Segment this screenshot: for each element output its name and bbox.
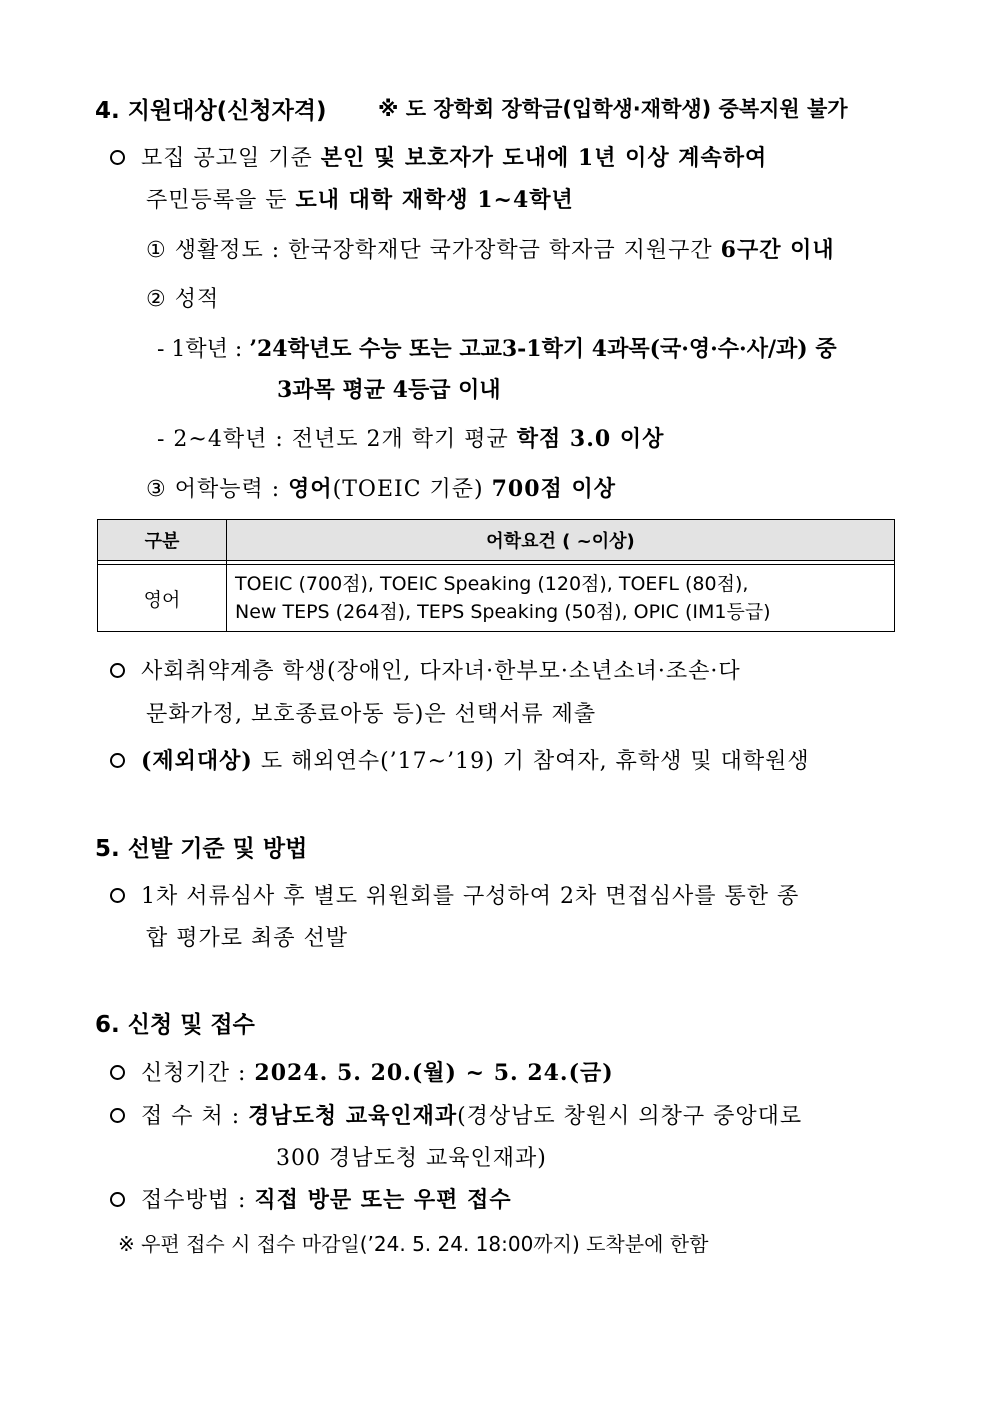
criterion-1-text: 생활정도 : 한국장학재단 국가장학금 학자금 지원구간 [174,238,721,263]
place-bold: 경남도청 교육인재과 [248,1103,458,1129]
s5-l1: 1차 서류심사 후 별도 위원회를 구성하여 2차 면접심사를 통한 종 [141,884,800,909]
table-row [98,565,895,632]
tests-line-1: TOEIC (700점), TOEIC Speaking (120점), TOEFL (80점), [235,573,749,595]
eligibility-bullet-2 [110,654,741,685]
criterion-3 [146,472,616,503]
place-text: (경상남도 창원시 의창구 중앙대로 [457,1104,803,1129]
criterion-3-text: 어학능력 : [174,477,289,502]
selection-bullet-line-2: 합 평가로 최종 선발 [146,926,348,951]
criterion-1 [146,233,835,264]
criterion-3-mid: (TOEIC 기준) [332,477,492,502]
criterion-3-bold-1: 영어 [288,476,333,502]
application-period [110,1056,614,1087]
circle-bullet-icon [110,1108,125,1123]
table-cell-english: 영어 [98,565,227,632]
table-cell-tests [227,565,895,632]
b3-bold: (제외대상) [141,748,253,774]
criterion-2-number: ② [146,287,167,312]
grade-1-l2: 3과목 평균 4등급 이내 [277,377,501,403]
selection-bullet [110,879,799,910]
grade-2-4-bold: 학점 3.0 이상 [516,426,665,452]
application-place [110,1099,802,1130]
criterion-1-number: ① [146,238,167,263]
grade-1-label: - 1학년 : [157,337,250,362]
b1-bold: 본인 및 보호자가 도내에 1년 이상 계속하여 [320,145,768,171]
period-value: 2024. 5. 20.(월) ~ 5. 24.(금) [254,1060,614,1086]
circle-bullet-icon [110,1192,125,1207]
circle-bullet-icon [110,753,125,768]
eligibility-bullet-3 [110,744,810,775]
eligibility-bullet-1 [110,141,767,172]
postal-note: ※ 우편 접수 시 접수 마감일(’24. 5. 24. 18:00까지) 도착분에 한함 [118,1232,709,1256]
table-header-row [98,520,895,561]
grade-1-detail-line-2 [277,373,501,404]
circle-bullet-icon [110,1065,125,1080]
place-label: 접 수 처 : [141,1104,249,1129]
b1-pre: 모집 공고일 기준 [141,146,321,171]
b2-l1: 사회취약계층 학생(장애인, 다자녀·한부모·소년소녀·조손·다 [141,659,741,684]
criterion-2-text: 성적 [174,287,220,312]
circle-bullet-icon [110,150,125,165]
criterion-1-bold: 6구간 이내 [720,237,835,263]
eligibility-bullet-2-line-2: 문화가정, 보호종료아동 등)은 선택서류 제출 [146,702,597,727]
section-4-heading: 4. 지원대상(신청자격) [95,98,327,124]
method-label: 접수방법 : [141,1188,255,1213]
circle-bullet-icon [110,663,125,678]
grade-1-detail [157,332,837,363]
circle-bullet-icon [110,888,125,903]
section-5-heading: 5. 선발 기준 및 방법 [95,836,308,862]
b1-l2bold: 도내 대학 재학생 1~4학년 [295,187,574,213]
application-method [110,1183,512,1214]
period-label: 신청기간 : [141,1061,255,1086]
section-6-heading: 6. 신청 및 접수 [95,1012,255,1038]
application-place-line-2: 300 경남도청 교육인재과) [276,1146,547,1171]
grade-2-4-label: - 2~4학년 : 전년도 2개 학기 평균 [157,427,517,452]
language-requirement-table [97,519,895,632]
section-4-note: ※ 도 장학회 장학금(입학생·재학생) 중복지원 불가 [378,97,848,121]
tests-line-2: New TEPS (264점), TEPS Speaking (50점), OPIC (IM1등급) [235,601,771,623]
table-header-category: 구분 [98,520,227,561]
grade-2-4-detail [157,422,664,453]
method-value: 직접 방문 또는 우편 접수 [254,1187,512,1213]
eligibility-bullet-1-line-2 [146,183,574,214]
criterion-3-number: ③ [146,477,167,502]
grade-1-bold: ’24학년도 수능 또는 고교3-1학기 4과목(국·영·수·사/과) 중 [249,336,837,362]
b1-l2pre: 주민등록을 둔 [146,188,296,213]
table-header-requirement: 어학요건 ( ~이상) [227,520,895,561]
b3-text: 도 해외연수(’17~’19) 기 참여자, 휴학생 및 대학원생 [252,749,810,774]
criterion-2 [146,282,219,313]
criterion-3-bold-2: 700점 이상 [491,476,616,502]
